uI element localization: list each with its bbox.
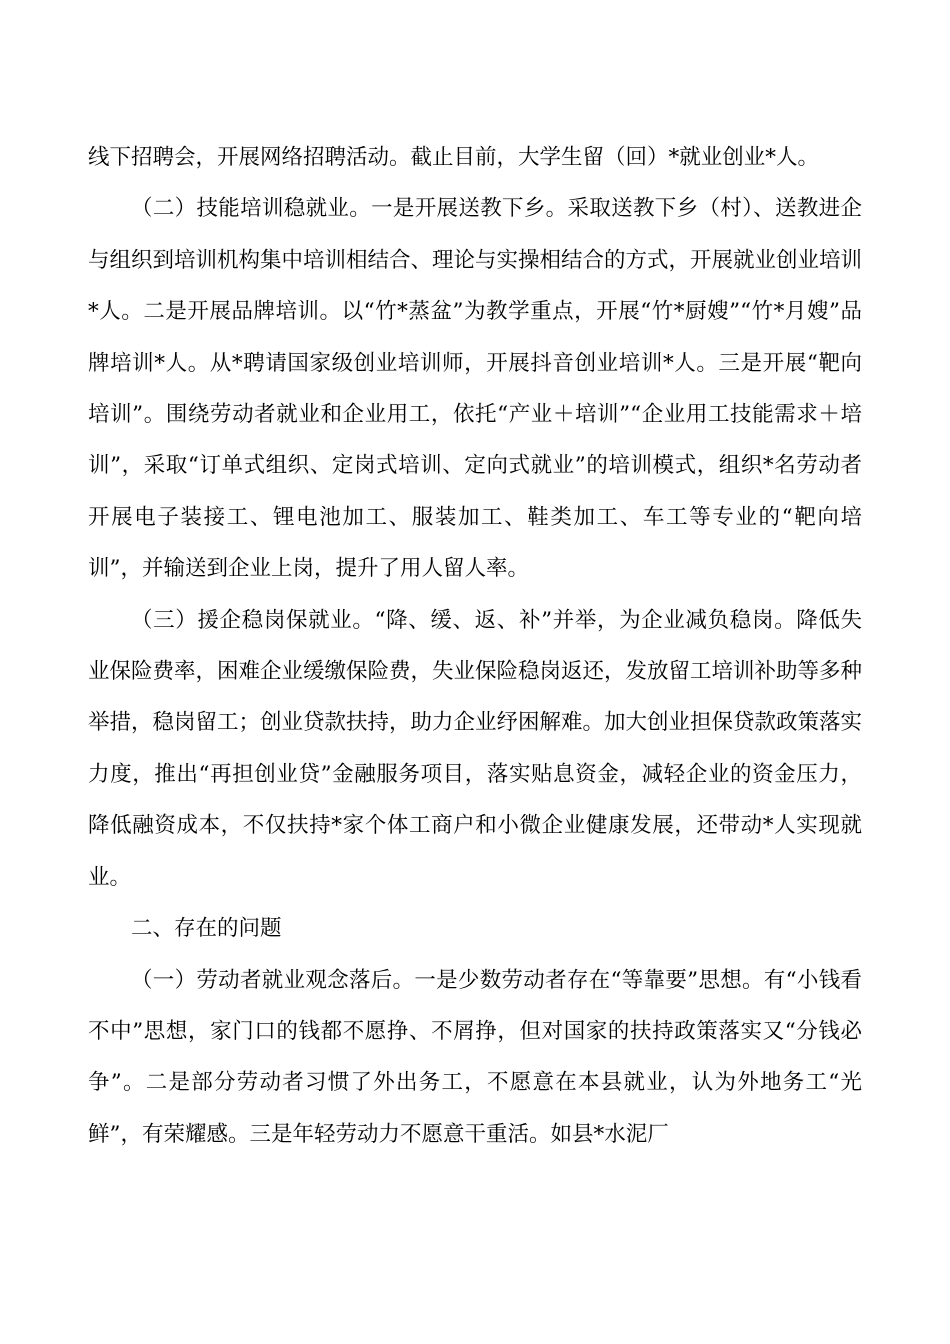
paragraph-enterprise-support: （三）援企稳岗保就业。“降、缓、返、补”并举，为企业减负稳岗。降低失业保险费率，困难企业缓缴保险费，失业保险稳岗返还，发放留工培训补助等多种举措，稳岗留工；创业贷款扶持，助力企业纾困解难。加大创业担保贷款政策落实力度，推出“再担创业贷”金融服务项目，落实贴息资金，减轻企业的资金压力，降低融资成本，不仅扶持*家个体工商户和小微企业健康发展，还带动*人实现就业。 [88, 607, 863, 890]
document-page [88, 132, 862, 1160]
paragraph-skills-training: （二）技能培训稳就业。一是开展送教下乡。采取送教下乡（村）、送教进企与组织到培训机构集中培训相结合、理论与实操相结合的方式，开展就业创业培训*人。二是开展品牌培训。以“竹*蒸盆”为教学重点，开展“竹*厨嫂”“竹*月嫂”品牌培训*人。从*聘请国家级创业培训师，开展抖音创业培训*人。三是开展“靶向培训”。围绕劳动者就业和企业用工，依托“产业＋培训”“企业用工技能需求＋培训”，采取“订单式组织、定岗式培训、定向式就业”的培训模式，组织*名劳动者开展电子装接工、锂电池加工、服装加工、鞋类加工、车工等专业的“靶向培训”，并输送到企业上岗，提升了用人留人率。 [88, 196, 863, 582]
section-heading-problems: 二、存在的问题 [131, 916, 282, 942]
paragraph-recruitment-summary: 线下招聘会，开展网络招聘活动。截止目前，大学生留（回）*就业创业*人。 [88, 145, 820, 170]
paragraph-employment-attitudes: （一）劳动者就业观念落后。一是少数劳动者存在“等靠要”思想。有“小钱看不中”思想，家门口的钱都不愿挣、不屑挣，但对国家的扶持政策落实又“分钱必争”。二是部分劳动者习惯了外出务工，不愿意在本县就业，认为外地务工“光鲜”，有荣耀感。三是年轻劳动力不愿意干重活。如县*水泥厂 [88, 967, 862, 1147]
